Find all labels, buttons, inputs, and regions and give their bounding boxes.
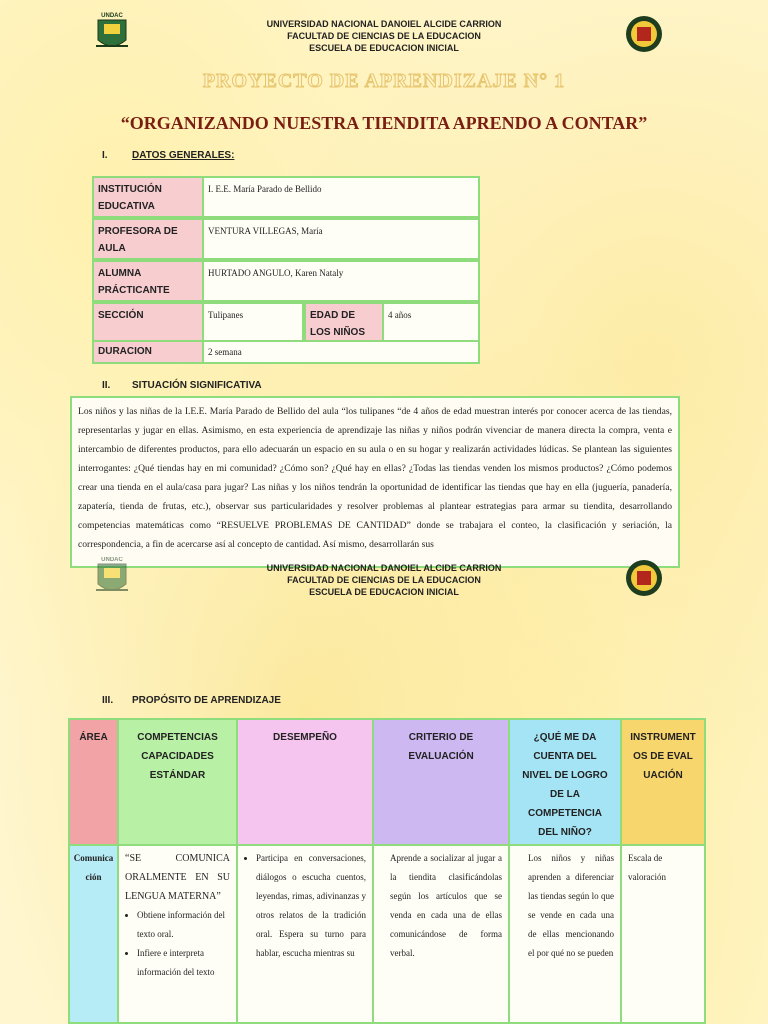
value-seccion: Tulipanes: [202, 302, 304, 342]
header-area: ÁREA: [68, 718, 119, 846]
header-competencias: COMPETENCIAS CAPACIDADES ESTÁNDAR: [117, 718, 238, 846]
cell-competencias: [117, 844, 238, 1024]
capacidad-item: • Infiere e interpreta información del texto: [137, 944, 230, 982]
label-alumna: ALUMNA PRÁCTICANTE: [92, 260, 204, 302]
school-name: ESCUELA DE EDUCACION INICIAL: [309, 43, 459, 53]
section-heading-datos: I. DATOS GENERALES:: [102, 150, 235, 161]
svg-text:UNDAC: UNDAC: [101, 557, 123, 563]
institution-header-repeat: [0, 562, 768, 598]
section-heading-proposito: III. PROPÓSITO DE APRENDIZAJE: [102, 695, 281, 706]
institution-header: [0, 18, 768, 54]
header-instrumentos: INSTRUMENTOS DE EVALUACIÓN: [620, 718, 706, 846]
label-institucion: INSTITUCIÓN EDUCATIVA: [92, 176, 204, 218]
cell-logro: Los niños y niñas aprenden a diferenciar las tiendas según lo que se vende en cada una de ellas mencionando el por qué no se pueden: [508, 844, 622, 1024]
value-alumna: HURTADO ANGULO, Karen Nataly: [202, 260, 480, 302]
value-duracion: 2 semana: [202, 340, 480, 364]
label-duracion: DURACION: [92, 340, 204, 364]
section-heading-situacion: II. SITUACIÓN SIGNIFICATIVA: [102, 380, 262, 391]
header-logro: ¿QUÉ ME DA CUENTA DEL NIVEL DE LOGRO DE LA COMPETENCIA DEL NIÑO?: [508, 718, 622, 846]
cell-desempeno: [236, 844, 374, 1024]
label-seccion: SECCIÓN: [92, 302, 204, 342]
label-profesora: PROFESORA DE AULA: [92, 218, 204, 260]
desempeno-item: • Participa en conversaciones, diálogos o escucha cuentos, leyendas, rimas, adivinanzas y otros relatos de la tradición oral. Espera su turno para hablar, escucha mientras su: [256, 849, 366, 963]
situacion-significativa-text: Los niños y las niñas de la I.E.E. María Parado de Bellido del aula “los tulipanes “de 4 años de edad muestran interés por conocer acerca de las tiendas, representarlas y jugar en ellas. Asimismo, en esta experiencia de aprendizaje las niñas y niños podrán vivenciar de manera directa la compra, venta e intercambio de diferentes productos, para ello adecuarán un espacio en su aula o en su hogar y realizarán actividades lúdicas. Se plantean las siguientes interrogantes: ¿Qué tiendas hay en mi comunidad? ¿Cómo son? ¿Qué hay en ellas? ¿Todas las tiendas venden los mismos productos? ¿Cómo podemos crear una tienda en el aula/casa para jugar? Las niñas y los niños tendrán la oportunidad de identificar las tiendas que hay en ella (juguería, panadería, zapatería, tienda de frutas, etc.), observar sus particularidades y resolver problemas al plantear estrategias para armar su tiendita, desarrollando competencias matemáticas como “RESUELVE PROBLEMAS DE CANTIDAD” donde se trabajara el conteo, la clasificación y seriación, la correspondencia, a fin de acercarse así al concepto de cantidad. Así mismo, desarrollarán sus: [70, 396, 680, 568]
faculty-name: FACULTAD DE CIENCIAS DE LA EDUCACION: [287, 575, 481, 585]
cell-area: Comunicación: [68, 844, 119, 1024]
project-title: PROYECTO DE APRENDIZAJE N° 1: [202, 70, 566, 92]
value-institucion: I. E.E. María Parado de Bellido: [202, 176, 480, 218]
header-criterio: CRITERIO DE EVALUACIÓN: [372, 718, 510, 846]
value-profesora: VENTURA VILLEGAS, María: [202, 218, 480, 260]
project-subtitle: “ORGANIZANDO NUESTRA TIENDITA APRENDO A CONTAR”: [120, 113, 648, 133]
cell-instrumento: Escala de valoración: [620, 844, 706, 1024]
university-name: UNIVERSIDAD NACIONAL DANOIEL ALCIDE CARRION: [266, 19, 502, 29]
cell-criterio: Aprende a socializar al jugar a la tiendita clasificándolas según los artículos que se venda en cada una de ellas comunicándose de forma verbal.: [372, 844, 510, 1024]
header-desempeno: DESEMPEÑO: [236, 718, 374, 846]
competencia-title: “SE COMUNICA ORALMENTE EN SU LENGUA MATERNA”: [125, 853, 230, 902]
university-name: UNIVERSIDAD NACIONAL DANOIEL ALCIDE CARRION: [266, 563, 502, 573]
school-name: ESCUELA DE EDUCACION INICIAL: [309, 587, 459, 597]
value-edad: 4 años: [382, 302, 480, 342]
svg-text:UNDAC: UNDAC: [101, 13, 123, 19]
faculty-name: FACULTAD DE CIENCIAS DE LA EDUCACION: [287, 31, 481, 41]
capacidad-item: • Obtiene información del texto oral.: [137, 906, 230, 944]
label-edad: EDAD DE LOS NIÑOS: [304, 302, 384, 342]
